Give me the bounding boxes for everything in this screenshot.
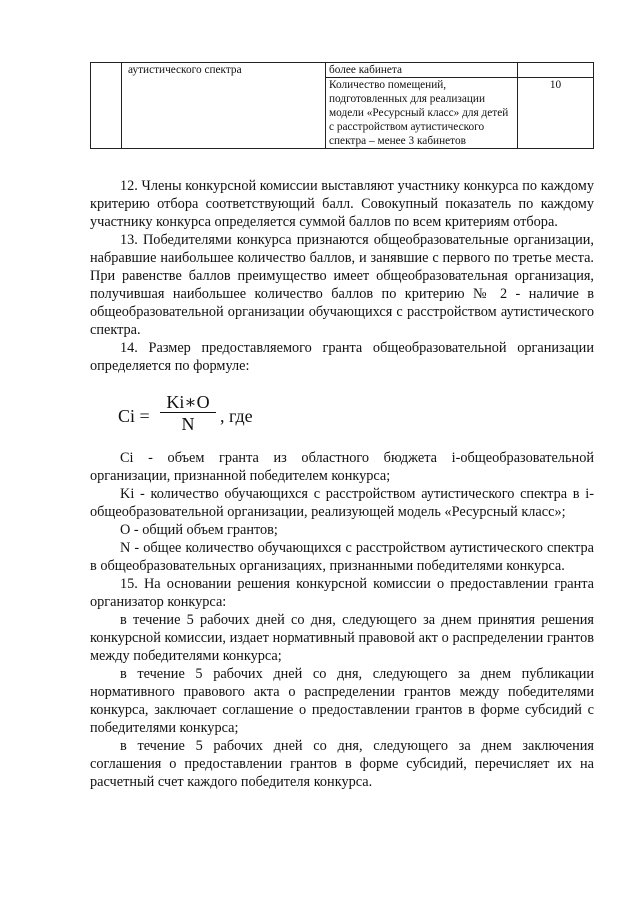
- definition-ki: Ki - количество обучающихся с расстройством аутистического спектра в i-общеобразовательной организации, реализующей модель «Ресурсный класс»;: [90, 486, 594, 520]
- definition-n: N - общее количество обучающихся с расстройством аутистического спектра в общеобразовательных организациях, признанными победителями конкурса.: [90, 540, 594, 574]
- formula-denominator: N: [181, 414, 195, 434]
- criterion-name-cell: аутистического спектра: [122, 63, 326, 149]
- formula-fraction: [160, 393, 216, 433]
- paragraph-15-item-3: в течение 5 рабочих дней со дня, следующего за днем заключения соглашения о предоставлении грантов в форме субсидий, перечисляет их на расчетный счет каждого победителя конкурса.: [90, 738, 594, 790]
- paragraph-14: 14. Размер предоставляемого гранта общеобразовательной организации определяется по формуле:: [90, 340, 594, 374]
- paragraph-12: 12. Члены конкурсной комиссии выставляют участнику конкурса по каждому критерию отбора соответствующий балл. Совокупный показатель по каждому участнику конкурса определяется суммой баллов по всем критериям отбора.: [90, 178, 594, 230]
- indicator-cell: более кабинета: [326, 63, 518, 78]
- definition-ci: Ci - объем гранта из областного бюджета i-общеобразовательной организации, признанной победителем конкурса;: [90, 450, 594, 484]
- criteria-table: [90, 62, 594, 149]
- grant-formula: [90, 377, 594, 449]
- formula-numerator: Ki∗O: [160, 393, 216, 413]
- formula-lhs: Ci =: [118, 406, 150, 426]
- paragraph-13: 13. Победителями конкурса признаются общеобразовательные организации, набравшие наибольшее количество баллов, и занявшие с первого по третье места. При равенстве баллов преимущество имеет общеобразовательная организация, получившая наибольшее количество баллов по критерию № 2 - наличие в общеобразовательной организации обучающихся с расстройством аутистического спектра.: [90, 232, 594, 338]
- body-text: [90, 177, 594, 791]
- table-row: [91, 63, 594, 78]
- criterion-number-cell: [91, 63, 122, 149]
- paragraph-15-item-2: в течение 5 рабочих дней со дня, следующего за днем публикации нормативного правового акта о распределении грантов между победителями конкурса, заключает соглашение о предоставлении грантов в форме субсидий с победителями конкурса;: [90, 666, 594, 736]
- indicator-cell: Количество помещений, подготовленных для реализации модели «Ресурсный класс» для детей с расстройством аутистического спектра – менее 3 кабинетов: [326, 78, 518, 149]
- definition-o: О - общий объем грантов;: [120, 522, 278, 538]
- score-cell: [518, 63, 594, 78]
- formula-tail: , где: [220, 406, 253, 426]
- paragraph-15: 15. На основании решения конкурсной комиссии о предоставлении гранта организатор конкурса:: [90, 576, 594, 610]
- score-cell: 10: [518, 78, 594, 149]
- paragraph-15-item-1: в течение 5 рабочих дней со дня, следующего за днем принятия решения конкурсной комиссии, издает нормативный правовой акт о распределении грантов между победителями конкурса;: [90, 612, 594, 664]
